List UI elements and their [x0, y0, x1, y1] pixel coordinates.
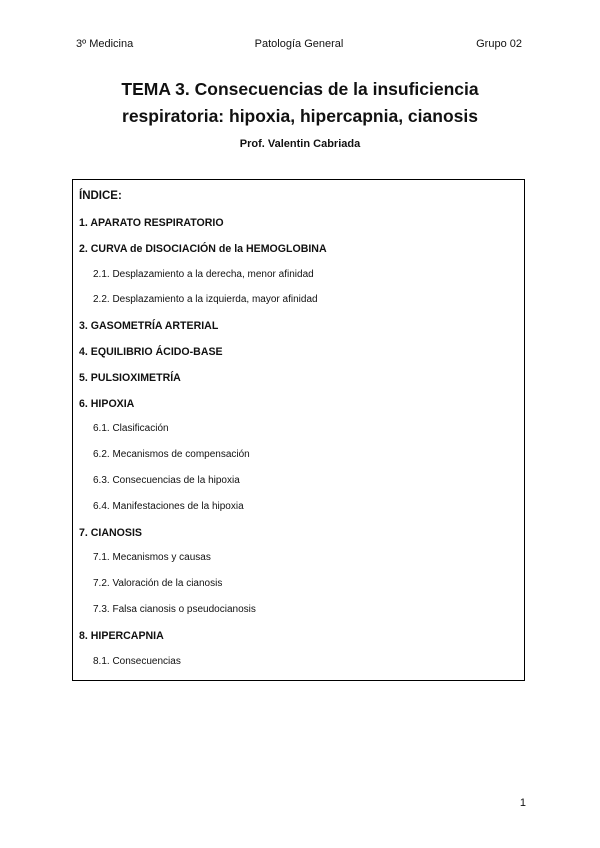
index-item: 5. PULSIOXIMETRÍA: [79, 371, 181, 384]
index-subitem: 2.2. Desplazamiento a la izquierda, mayor afinidad: [93, 294, 318, 306]
document-title: [60, 76, 540, 130]
index-list: [79, 216, 518, 680]
author: Prof. Valentin Cabriada: [239, 138, 361, 150]
index-subitem: 8.1. Consecuencias: [93, 655, 181, 667]
header-group: Grupo 02: [476, 38, 522, 50]
index-heading: ÍNDICE:: [79, 190, 122, 202]
index-item: 6. HIPOXIA: [79, 397, 135, 410]
header-course: 3º Medicina: [76, 38, 134, 50]
index-item: 7. CIANOSIS: [79, 526, 142, 539]
index-item: 1. APARATO RESPIRATORIO: [79, 217, 224, 229]
index-subitem: 7.1. Mecanismos y causas: [93, 552, 211, 564]
title-line-1: TEMA 3. Consecuencias de la insuficiencia: [121, 79, 479, 99]
index-item: 4. EQUILIBRIO ÁCIDO-BASE: [79, 345, 223, 358]
index-subitem: 7.3. Falsa cianosis o pseudocianosis: [93, 603, 256, 615]
index-subitem: 6.2. Mecanismos de compensación: [93, 449, 250, 461]
index-subitem: 6.1. Clasificación: [93, 423, 169, 435]
header-subject: Patología General: [254, 38, 344, 50]
index-box: [72, 179, 525, 681]
title-line-2: respiratoria: hipoxia, hipercapnia, cianosis: [122, 106, 478, 126]
index-subitem: 6.3. Consecuencias de la hipoxia: [93, 474, 240, 486]
page-number: 1: [519, 797, 526, 809]
index-subitem: 7.2. Valoración de la cianosis: [93, 578, 223, 590]
page-header: [76, 38, 522, 52]
index-subitem: 2.1. Desplazamiento a la derecha, menor afinidad: [93, 268, 314, 280]
index-item: 2. CURVA de DISOCIACIÓN de la HEMOGLOBINA: [79, 242, 327, 255]
index-item: 8. HIPERCAPNIA: [79, 629, 164, 642]
index-subitem: 6.4. Manifestaciones de la hipoxia: [93, 500, 244, 512]
index-item: 3. GASOMETRÍA ARTERIAL: [79, 320, 219, 333]
